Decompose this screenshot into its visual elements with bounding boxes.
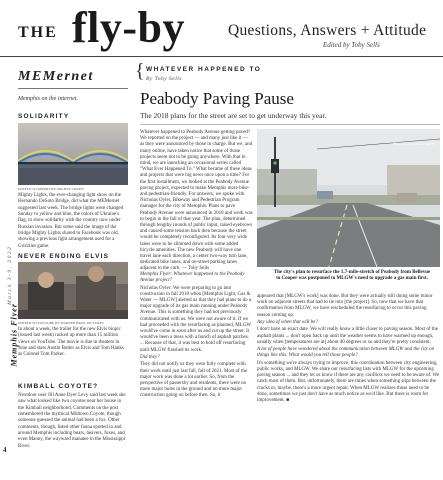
answer-2: They did not notify us they were fully complete with their work until just last fall, fall of 2021. Most of the major work was done a lot earlier. So, from the perspective of passersby and residents, there were no more major holes in the ground and no more major construction going on before then. So, it bbox=[140, 362, 248, 399]
photo-caption: The city's plan to resurface the 1.7-mile-stretch of Peabody from Bellevue to Cooper was postponed to MLGW's need to upgrade a gas main first. bbox=[273, 270, 431, 281]
memernet-title: MEMernet bbox=[18, 69, 94, 84]
masthead-title: fly-by bbox=[72, 3, 185, 52]
masthead-divider bbox=[0, 56, 443, 57]
masthead-tagline: Questions, Answers + Attitude bbox=[228, 22, 427, 39]
elvis-trailer-image bbox=[18, 262, 128, 319]
bridge-lights-image bbox=[18, 123, 128, 185]
solidarity-body: Mighty Lights, the ever-changing light show on the Hernando DeSoto Bridge, did what the MEMernet suggested last week. The bridge lights were changed Sunday to yellow and blue, the colors of Ukraine's flag, to show solidarity with the country now under Russian invasion. But some said the image of the bridge Mighty Lights shared to Facebook was old, showing a previous light arrangement used for a Grizzlies game. bbox=[18, 193, 124, 249]
answer-1: Nicholas Oyler: We were preparing to go into construction in fall 2018 when [Memphis Light, Gas & Water — MLGW] alerted us that they had plans to do a major upgrade of its gas main running under Peabody Avenue. This is something they had not previously communicated with us. We were not aware of it. If we had proceeded with the resurfacing as planned, MLGW would've come in soon after us and cut up the street. It would've been a mess with a bunch of asphalt patches. ... Because of that, it was best to hold off resurfacing until MLGW finished its work. bbox=[140, 285, 252, 353]
question-2: Did they? bbox=[140, 355, 160, 361]
photo-credit: PHOTO: GOOGLE MAPS bbox=[393, 142, 435, 146]
memernet-subtitle: Memphis on the internet. bbox=[18, 96, 78, 102]
street-photo bbox=[257, 129, 440, 267]
solidarity-photo-caption: POSTED TO REDDIT BY MIGHTY LIGHTS bbox=[18, 187, 84, 191]
question-4: A lot of people have wondered about the communication between MLGW and the city on things like this. What would you tell those people? bbox=[257, 347, 435, 359]
kimball-body: Nextdoor user Jill Anne Dyer Levy said last week she saw what looked like two coyotes near her house in the Kimball neighborhood. Comments on the post remembered the mythical Midtown Coyote, though someone guessed the animal had been a fox. Other comments, though, listed other fauna spotted in and around Memphis including bears, beavers, foxes, and even Manny, the wayward manatee in the Mississippi River. bbox=[18, 393, 126, 449]
memernet-divider bbox=[18, 88, 128, 89]
issue-date: March 3-9, 2022 bbox=[7, 245, 13, 305]
question-3: Any idea of when that will be? bbox=[257, 320, 318, 325]
question-1: Memphis Flyer: Whatever happened to the Peabody Avenue project? bbox=[140, 272, 245, 284]
page-number: 4 bbox=[3, 446, 7, 454]
elvis-body: In about a week, the trailer for the new Elvis biopic (issued last week) racked up more than 15 million views on YouTube. The movie is due in theaters in June and stars Austin Butler as Elvis and Tom Hanks as Colonel Tom Parker. bbox=[18, 327, 124, 358]
article-column-a: Whatever happened to Peabody Avenue getting paved? We reported on the project — and many just like it — as they were announced by those in charge. But we, and many online, have taken notice that some of those projects seem not to be going anywhere. With that in mind, we are launching an occasional series called "What Ever Happened To." What became of these ideas and projects that were big news once upon a time? For the first installment, we looked at the Peabody Avenue paving project, expected to make Memphis more bike- and pedestrian-friendly. For answers, we spoke with Nicholas Oyler, Bikeway and Pedestrian Program manager for the city of Memphis. Plans to pave Peabody Avenue were announced in 2018 and work was to begin in the fall of that year. The plan, determined through lengthy rounds of public input, raised eyebrows and caused some tension back then because the street would be completely reconfigured. Its four very wide lanes were to be slimmed down with some added bicycle amenities. The new Peabody will have one travel lane each direction, a center two-way turn lane, dedicated bike lanes, and on-street parking lanes adjacent to the curb. — Toby Sells bbox=[140, 130, 253, 272]
answer-4: It's something we're always trying to improve, this coordination between city engineering, public works, and MLGW. We share our resurfacing lists with MLGW for the upcoming paving season ... and they let us know if there are any conflicts we need to be aware of. We catch most of them. But, unfortunately, there are times when something slips between the cracks or, maybe, there's a more urgent repair. When MLGW realizes those need to be done, sometimes we just don't have as much notice as we'd like. But there is room for improvement. ■ bbox=[257, 360, 440, 403]
section-brace: { bbox=[135, 60, 145, 82]
elvis-heading: NEVER ENDING ELVIS bbox=[18, 253, 110, 260]
article-byline: By Toby Sells bbox=[146, 76, 182, 82]
continued-paragraph: appeared that [MLGW's work] was done. But they were actually still doing some minor work on adjacent streets that had to tie into [the project]. So, now that we have that confirmation from MLGW, we have rescheduled the resurfacing to occur this paving season coming up. bbox=[257, 294, 433, 318]
article-column-c bbox=[257, 294, 440, 405]
article-divider bbox=[140, 124, 440, 125]
solidarity-heading: SOLIDARITY bbox=[18, 113, 70, 120]
section-title: WHATEVER HAPPENED TO bbox=[146, 66, 262, 73]
article-deck: The 2018 plans for the street are set to get underway this year. bbox=[140, 111, 327, 120]
publication-name: Memphis Flyer bbox=[9, 303, 19, 367]
elvis-photo-caption: POSTED TO YOUTUBE BY WARNER BROS. PICTURES bbox=[18, 321, 104, 325]
answer-3: I don't have an exact date. We will really know a little closer to paving season. Most of the asphalt plants ... don't open back up until the weather seems to have warmed up enough, usually when [temperatures are at] about 40 degrees or so and they're pretty consistent. bbox=[257, 327, 438, 345]
masthead-editor: Edited by Toby Sells bbox=[323, 41, 380, 49]
kimball-heading: KIMBALL COYOTE? bbox=[18, 383, 99, 390]
article-column-b bbox=[140, 272, 253, 401]
article-headline: Peabody Paving Pause bbox=[140, 89, 294, 108]
masthead-the: THE bbox=[18, 24, 58, 41]
